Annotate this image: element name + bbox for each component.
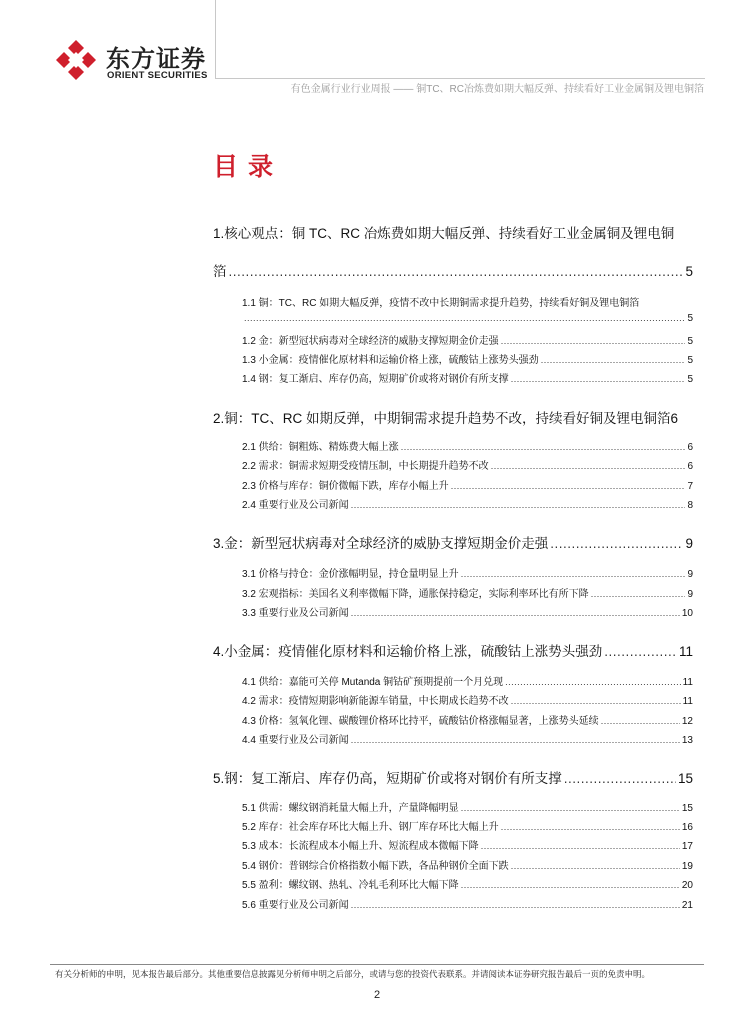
page-number: 2 [373, 989, 381, 1001]
page-header [0, 0, 754, 100]
toc-page-number: 11 [678, 644, 693, 659]
toc-item-label: 2.4 重要行业及公司新闻 [242, 500, 349, 511]
toc-section-4[interactable] [213, 640, 693, 660]
toc-page-number: 20 [681, 880, 693, 891]
leader-dots [501, 336, 686, 346]
toc-item-1-3[interactable] [242, 351, 693, 366]
leader-dots [244, 313, 685, 323]
toc-section-1[interactable] [213, 260, 693, 280]
toc-item-label: 5.5 盈利：螺纹钢、热轧、冷轧毛利环比大幅下降 [242, 880, 459, 891]
toc-item-2-4[interactable] [242, 496, 693, 511]
toc-item-1-2[interactable] [242, 332, 693, 347]
toc-page-number: 9 [685, 536, 693, 551]
toc-item-label: 4.1 供给：嘉能可关停 Mutanda 铜钴矿预期提前一个月兑现 [242, 677, 504, 688]
toc-page-number: 15 [677, 771, 693, 786]
toc-section-label: 3.金：新型冠状病毒对全球经济的威胁支撑短期金价走强 [213, 536, 549, 551]
leader-dots [351, 735, 680, 745]
toc-page-number: 6 [687, 442, 693, 453]
leader-dots [591, 589, 686, 599]
toc-page-number: 9 [687, 569, 693, 580]
toc-section-1-line1[interactable]: 1.核心观点：铜 TC、RC 冶炼费如期大幅反弹、持续看好工业金属铜及锂电铜 [213, 226, 675, 241]
toc-title: 目录 [213, 153, 284, 181]
toc-item-label: 2.1 供给：铜粗炼、精炼费大幅上涨 [242, 442, 399, 453]
leader-dots [351, 608, 680, 618]
leader-dots [511, 374, 686, 384]
toc-page-number: 16 [681, 822, 693, 833]
toc-item-label: 4.4 重要行业及公司新闻 [242, 735, 349, 746]
leader-dots [550, 536, 683, 551]
toc-item-1-1[interactable] [242, 313, 693, 324]
leader-dots [401, 442, 686, 452]
toc-item-5-1[interactable] [242, 799, 693, 814]
toc-item-label: 2.3 价格与库存：铜价微幅下跌，库存小幅上升 [242, 481, 449, 492]
toc-item-3-3[interactable] [242, 604, 693, 619]
toc-item-1-1-line1[interactable]: 1.1 铜：TC、RC 如期大幅反弹，疫情不改中长期铜需求提升趋势，持续看好铜及锂电铜箔 [242, 298, 640, 309]
toc-page-number: 11 [682, 677, 693, 688]
leader-dots [491, 461, 686, 471]
toc-page-number: 12 [681, 716, 693, 727]
toc-section-2[interactable] [213, 407, 693, 427]
toc-item-label: 1.2 金：新型冠状病毒对全球经济的威胁支撑短期金价走强 [242, 336, 499, 347]
toc-page-number: 13 [681, 735, 693, 746]
logo-chinese-name: 东方证券 [106, 46, 206, 73]
toc-item-label: 2.2 需求：铜需求短期受疫情压制，中长期提升趋势不改 [242, 461, 489, 472]
toc-item-label: 4.3 价格：氢氧化锂、碳酸锂价格环比持平，硫酸钴价格涨幅显著，上涨势头延续 [242, 716, 599, 727]
leader-dots [601, 716, 680, 726]
toc-item-label: 3.2 宏观指标：美国名义利率微幅下降，通胀保持稳定，实际利率环比有所下降 [242, 589, 589, 600]
toc-page-number: 5 [687, 313, 693, 324]
toc-item-4-4[interactable] [242, 731, 693, 746]
orient-securities-logo-icon [54, 38, 98, 82]
toc-item-5-3[interactable] [242, 837, 693, 852]
running-title: 有色金属行业行业周报 —— 铜TC、RC冶炼费如期大幅反弹、持续看好工业金属铜及锂电铜箔 [290, 84, 704, 95]
leader-dots [511, 861, 680, 871]
toc-item-1-4[interactable] [242, 370, 693, 385]
toc-page-number: 11 [682, 696, 693, 707]
toc-page-number: 17 [681, 841, 693, 852]
toc-item-label: 5.1 供需：螺纹钢消耗量大幅上升，产量降幅明显 [242, 803, 459, 814]
toc-item-label: 5.2 库存：社会库存环比大幅上升、钢厂库存环比大幅上升 [242, 822, 499, 833]
leader-dots [505, 677, 680, 687]
leader-dots [229, 264, 684, 279]
toc-page-number: 8 [687, 500, 693, 511]
toc-item-5-4[interactable] [242, 857, 693, 872]
toc-item-label: 1.3 小金属：疫情催化原材料和运输价格上涨，硫酸钴上涨势头强劲 [242, 355, 539, 366]
toc-page-number: 7 [687, 481, 693, 492]
toc-page-number: 19 [681, 861, 693, 872]
toc-page-number: 6 [670, 411, 679, 426]
leader-dots [451, 481, 686, 491]
toc-page-number: 9 [687, 589, 693, 600]
toc-section-label: 4.小金属：疫情催化原材料和运输价格上涨，硫酸钴上涨势头强劲 [213, 644, 603, 659]
leader-dots [501, 822, 680, 832]
toc-section-5[interactable] [213, 767, 693, 787]
leader-dots [461, 569, 686, 579]
header-divider [215, 0, 216, 78]
header-rule [215, 78, 705, 79]
leader-dots [511, 696, 681, 706]
leader-dots [564, 771, 676, 786]
toc-page-number: 10 [681, 608, 693, 619]
toc-item-5-6[interactable] [242, 896, 693, 911]
toc-item-4-1[interactable] [242, 673, 693, 688]
leader-dots [481, 841, 680, 851]
toc-page-number: 5 [687, 336, 693, 347]
footer-rule [50, 964, 704, 965]
toc-item-5-2[interactable] [242, 818, 693, 833]
toc-page-number: 15 [681, 803, 693, 814]
leader-dots [461, 803, 680, 813]
toc-item-2-3[interactable] [242, 477, 693, 492]
toc-item-4-3[interactable] [242, 712, 693, 727]
toc-item-2-2[interactable] [242, 457, 693, 472]
toc-page-number: 21 [681, 900, 693, 911]
toc-item-label: 3.3 重要行业及公司新闻 [242, 608, 349, 619]
toc-item-2-1[interactable] [242, 438, 693, 453]
toc-item-label: 3.1 价格与持仓：金价涨幅明显，持仓量明显上升 [242, 569, 459, 580]
leader-dots [351, 500, 686, 510]
logo-english-name: ORIENT SECURITIES [107, 70, 208, 81]
toc-item-4-2[interactable] [242, 692, 693, 707]
leader-dots [604, 644, 677, 659]
toc-item-label: 5.6 重要行业及公司新闻 [242, 900, 349, 911]
toc-item-5-5[interactable] [242, 876, 693, 891]
toc-section-label: 5.钢：复工渐启、库存仍高，短期矿价或将对钢价有所支撑 [213, 771, 562, 786]
toc-item-label: 4.2 需求：疫情短期影响新能源车销量，中长期成长趋势不改 [242, 696, 509, 707]
toc-item-label: 5.3 成本：长流程成本小幅上升、短流程成本微幅下降 [242, 841, 479, 852]
footer-disclaimer: 有关分析师的申明，见本报告最后部分。其他重要信息披露见分析师申明之后部分，或请与您的投资代表联系。并请阅读本证券研究报告最后一页的免责申明。 [55, 969, 651, 979]
toc-section-3[interactable] [213, 532, 693, 552]
toc-page-number: 5 [685, 264, 693, 279]
toc-section-label: 2.铜：TC、RC 如期反弹，中期铜需求提升趋势不改，持续看好铜及锂电铜箔 [213, 411, 671, 426]
toc-page-number: 5 [687, 355, 693, 366]
toc-page-number: 6 [687, 461, 693, 472]
toc-item-label: 5.4 钢价：普钢综合价格指数小幅下跌，各品种钢价全面下跌 [242, 861, 509, 872]
leader-dots [351, 900, 680, 910]
toc-item-label: 1.4 钢：复工渐启、库存仍高，短期矿价或将对钢价有所支撑 [242, 374, 509, 385]
leader-dots [541, 355, 686, 365]
leader-dots [461, 880, 680, 890]
toc-item-3-2[interactable] [242, 585, 693, 600]
toc-page-number: 5 [687, 374, 693, 385]
toc-section-label: 箔 [213, 264, 227, 279]
toc-item-3-1[interactable] [242, 565, 693, 580]
